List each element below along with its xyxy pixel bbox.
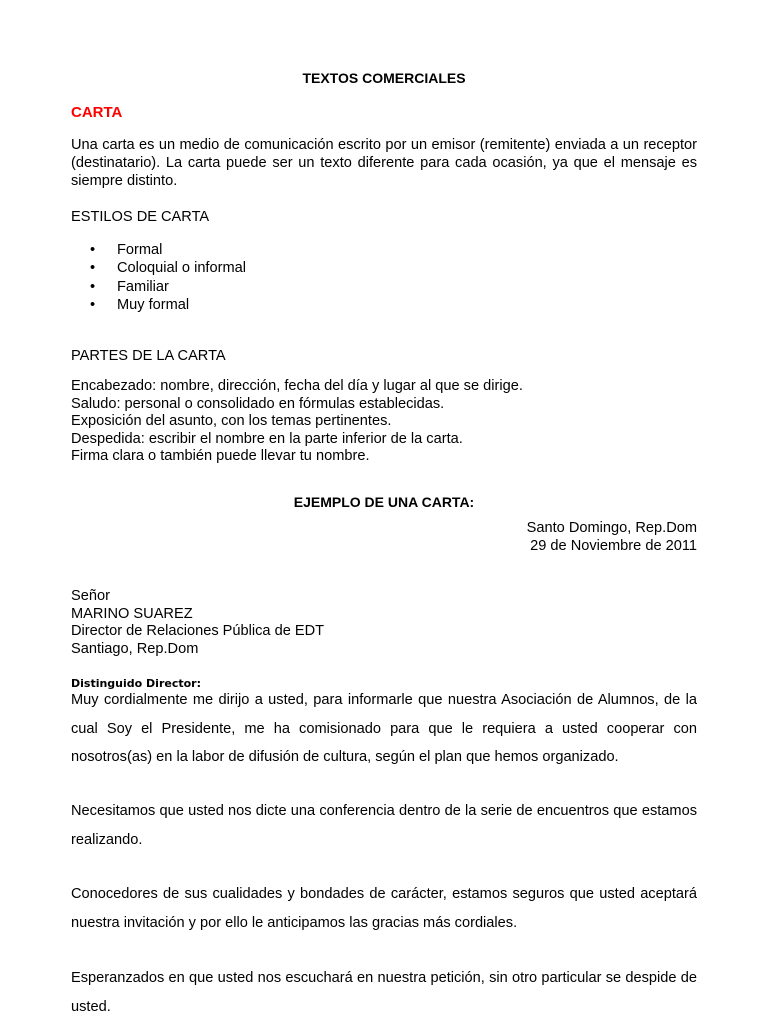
styles-list	[71, 241, 697, 315]
example-heading: EJEMPLO DE UNA CARTA:	[293, 494, 475, 510]
recipient-line: MARINO SUAREZ	[71, 605, 193, 622]
letter-paragraph: Esperanzados en que usted nos escuchará en nuestra petición, sin otro particular se despide de usted.	[71, 970, 697, 1015]
letter-date: 29 de Noviembre de 2011	[530, 537, 697, 554]
letter-salutation: Distinguido Director:	[71, 677, 201, 690]
document-page	[71, 0, 697, 1024]
recipient-line: Director de Relaciones Pública de EDT	[71, 623, 325, 640]
list-item: Exposición del asunto, con los temas pertinentes.	[71, 413, 392, 430]
list-item: • Muy formal	[71, 296, 697, 314]
letter-place: Santo Domingo, Rep.Dom	[526, 520, 697, 536]
list-item: • Formal	[71, 241, 697, 259]
list-item: Firma clara o también puede llevar tu nombre.	[71, 448, 370, 465]
styles-heading: ESTILOS DE CARTA	[71, 209, 210, 225]
letter-paragraph: Conocedores de sus cualidades y bondades de carácter, estamos seguros que usted aceptará nuestra invitación y por ello le anticipamos las gracias más cordiales.	[71, 886, 697, 931]
list-item: • Coloquial o informal	[71, 259, 697, 277]
list-item: Encabezado: nombre, dirección, fecha del día y lugar al que se dirige.	[71, 378, 523, 394]
recipient-line: Santiago, Rep.Dom	[71, 640, 199, 657]
parts-list	[71, 378, 697, 466]
letter-paragraph: Necesitamos que usted nos dicte una conferencia dentro de la serie de encuentros que estamos realizando.	[71, 803, 697, 848]
intro-paragraph: Una carta es un medio de comunicación escrito por un emisor (remitente) enviada a un receptor (destinatario). La carta puede ser un texto diferente para cada ocasión, ya que el mensaje es siempre distinto.	[71, 137, 697, 189]
list-item: Saludo: personal o consolidado en fórmulas establecidas.	[71, 395, 445, 412]
letter-recipient	[71, 588, 697, 658]
parts-heading: PARTES DE LA CARTA	[71, 348, 226, 364]
recipient-line: Señor	[71, 588, 110, 604]
list-item: Despedida: escribir el nombre en la parte inferior de la carta.	[71, 430, 463, 447]
letter-paragraph: Muy cordialmente me dirijo a usted, para informarle que nuestra Asociación de Alumnos, de la cual Soy el Presidente, me ha comisionado para que le requiera a usted cooperar con nosotros(as) en la labor de difusión de cultura, según el plan que hemos organizado.	[71, 692, 697, 766]
list-item: • Familiar	[71, 278, 697, 296]
document-title: TEXTOS COMERCIALES	[302, 70, 466, 86]
section-heading-carta: CARTA	[71, 104, 123, 121]
letter-place-date	[71, 520, 697, 555]
